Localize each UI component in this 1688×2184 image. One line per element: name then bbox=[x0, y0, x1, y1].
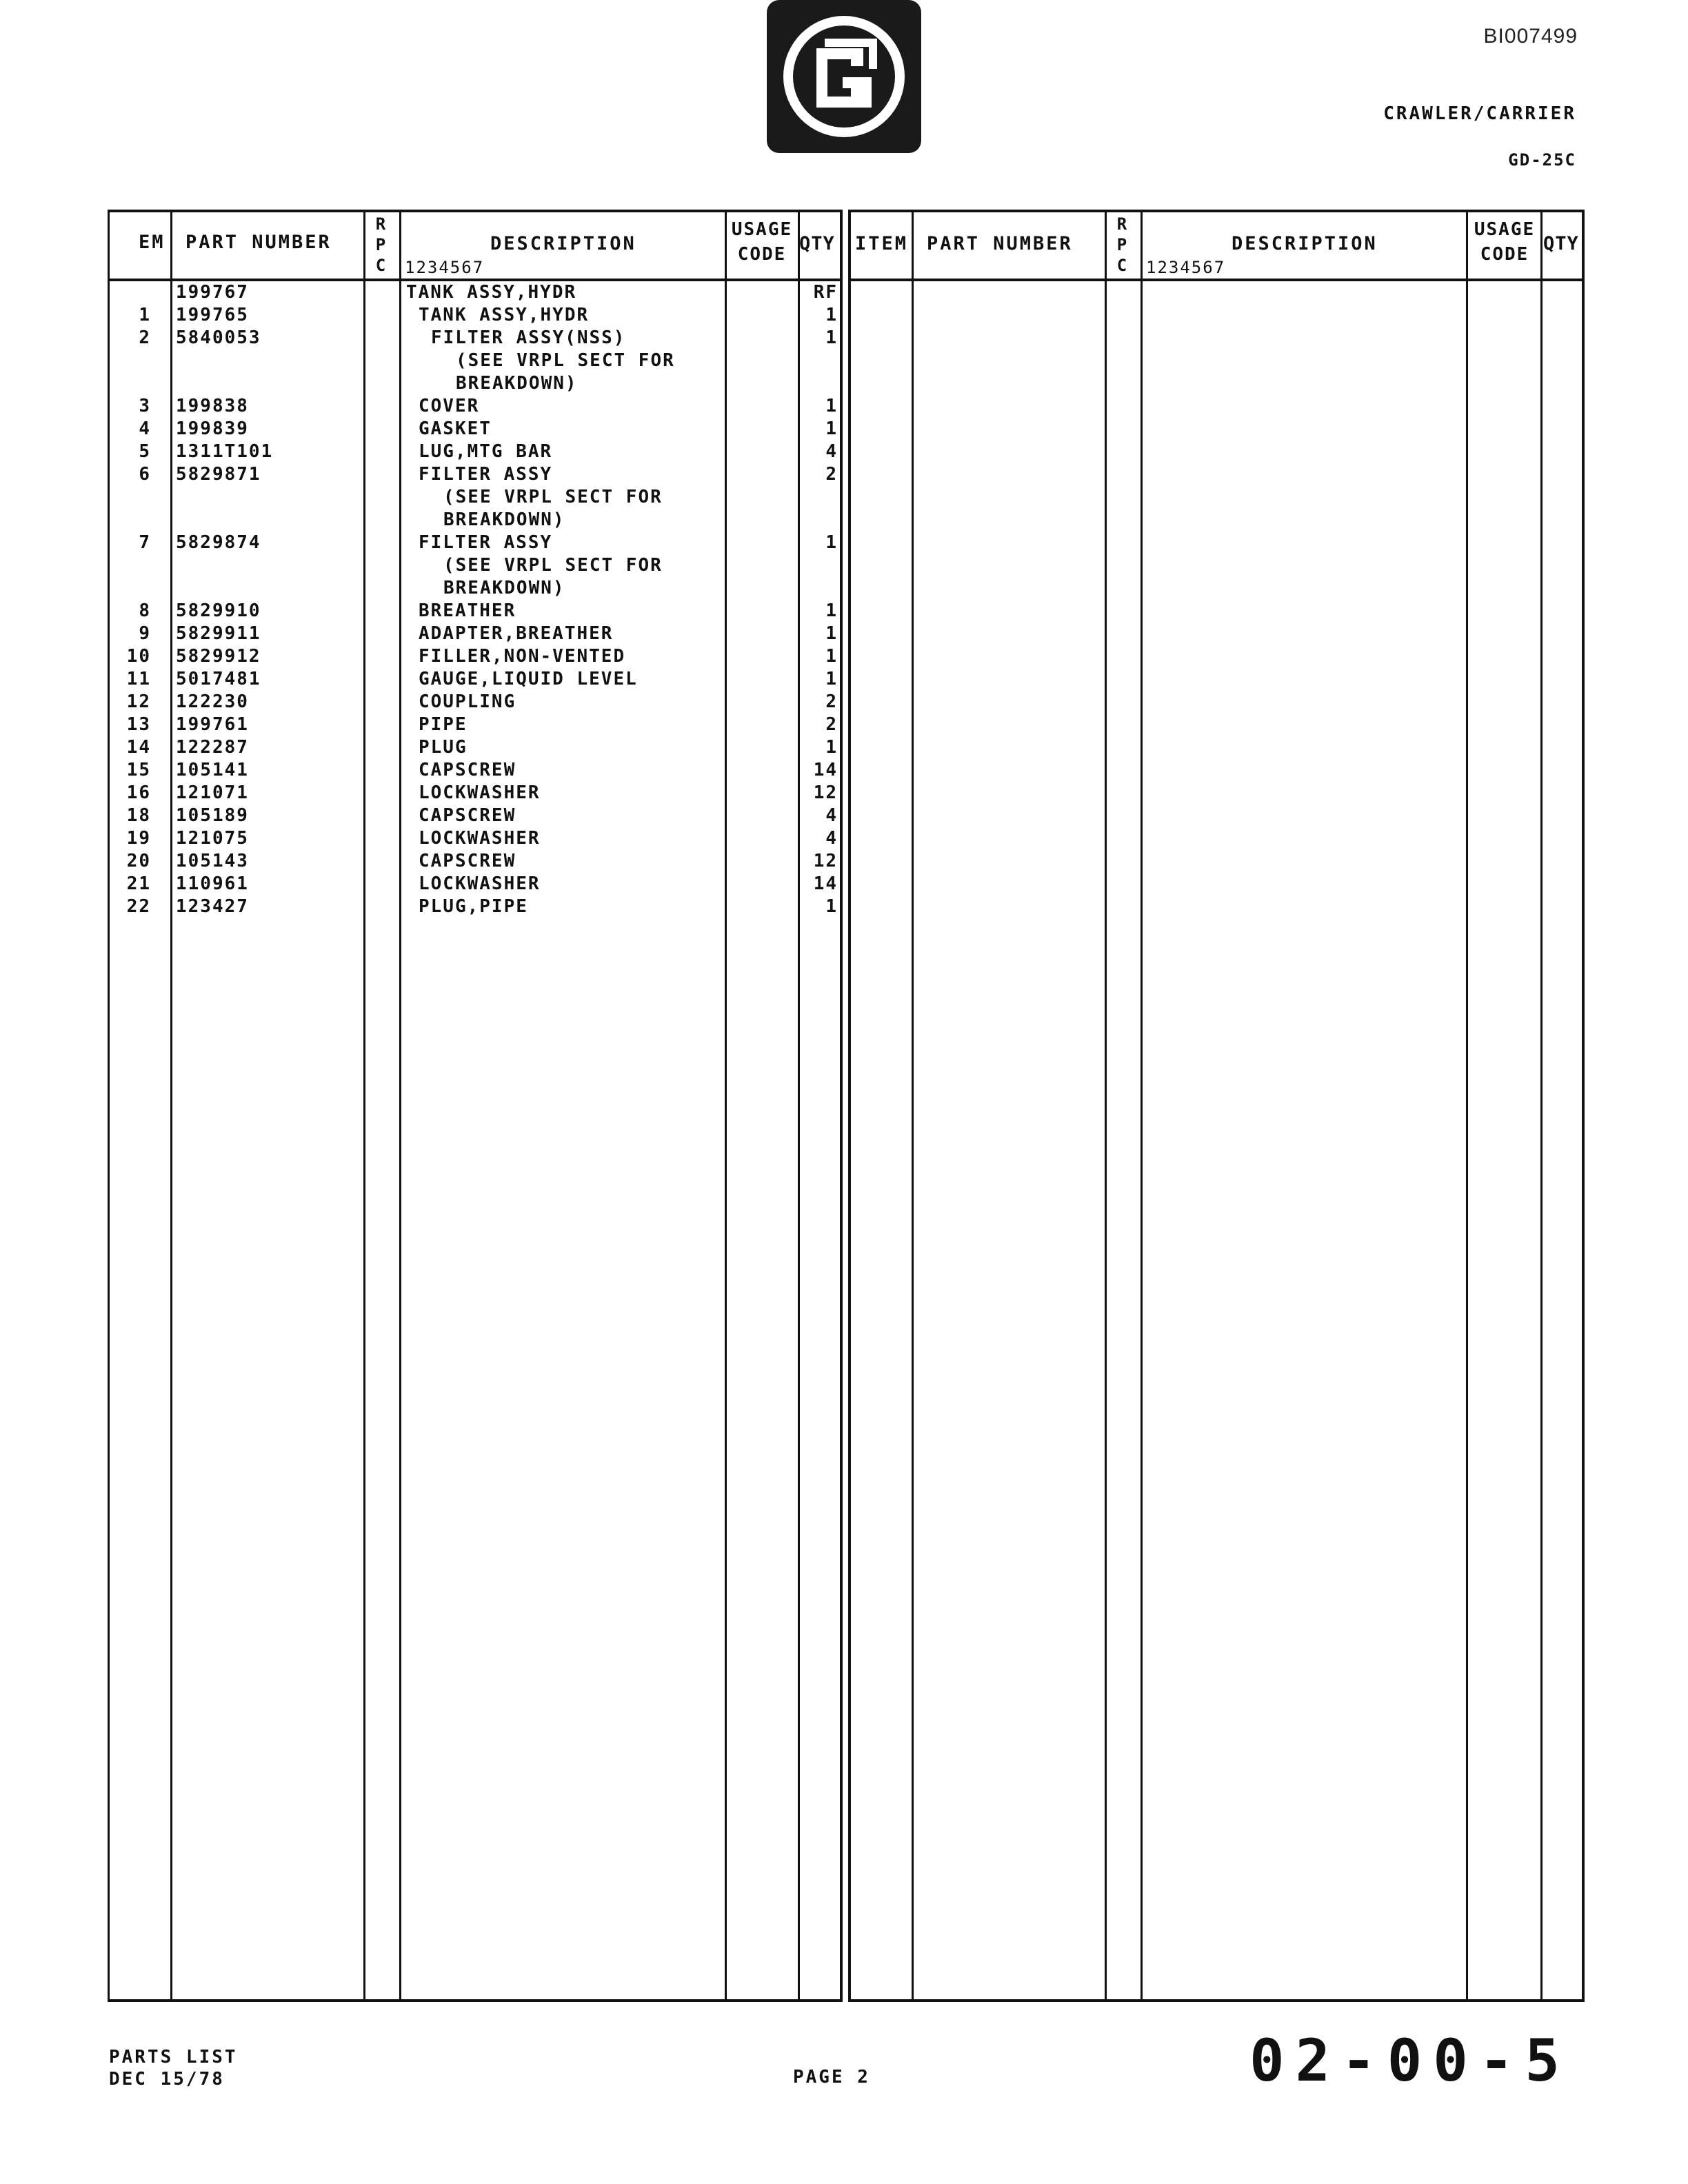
quantity: RF bbox=[813, 282, 838, 303]
rpc-p-right: P bbox=[1116, 235, 1127, 254]
table-row bbox=[110, 532, 840, 554]
part-number: 5840053 bbox=[176, 327, 261, 348]
part-description: (SEE VRPL SECT FOR bbox=[443, 487, 663, 507]
part-description: CAPSCREW bbox=[419, 851, 516, 871]
part-number: 105141 bbox=[176, 760, 249, 780]
table-row bbox=[110, 418, 840, 441]
part-number: 199761 bbox=[176, 714, 249, 735]
part-number: 121071 bbox=[176, 782, 249, 803]
doc-date: DEC 15/78 bbox=[109, 2069, 225, 2090]
part-description: FILTER ASSY(NSS) bbox=[431, 327, 626, 348]
part-number: 122287 bbox=[176, 737, 249, 758]
table-row bbox=[110, 668, 840, 691]
item-number: 2 bbox=[139, 327, 151, 348]
table-row bbox=[110, 714, 840, 736]
quantity: 1 bbox=[825, 623, 838, 644]
item-number: 7 bbox=[139, 532, 151, 553]
indent-scale: 1234567 bbox=[405, 258, 485, 277]
table-row bbox=[110, 600, 840, 623]
table-row bbox=[110, 509, 840, 532]
part-number: 122230 bbox=[176, 691, 249, 712]
quantity: 1 bbox=[825, 532, 838, 553]
part-description: FILLER,NON-VENTED bbox=[419, 646, 626, 667]
quantity: 1 bbox=[825, 737, 838, 758]
part-description: LOCKWASHER bbox=[419, 782, 541, 803]
rpc-c: C bbox=[375, 256, 386, 275]
table-row bbox=[110, 645, 840, 668]
rpc-c-right: C bbox=[1116, 256, 1127, 275]
quantity: 2 bbox=[825, 464, 838, 485]
usage-label-right: USAGE bbox=[1474, 219, 1536, 240]
doc-type: PARTS LIST bbox=[109, 2047, 238, 2067]
part-description: FILTER ASSY bbox=[419, 464, 553, 485]
item-number: 9 bbox=[139, 623, 151, 644]
item-number: 10 bbox=[126, 646, 151, 667]
table-row bbox=[110, 850, 840, 873]
part-number: 5829911 bbox=[176, 623, 261, 644]
item-number: 5 bbox=[139, 441, 151, 462]
usage-code-column-header-right bbox=[1470, 219, 1539, 265]
part-description: COVER bbox=[419, 396, 480, 416]
part-number: 121075 bbox=[176, 828, 249, 849]
code-label-right: CODE bbox=[1480, 244, 1529, 265]
qty-column-header-right: QTY bbox=[1543, 233, 1579, 254]
code-label: CODE bbox=[737, 244, 787, 265]
part-number: 105143 bbox=[176, 851, 249, 871]
part-description: CAPSCREW bbox=[419, 760, 516, 780]
model-number: GD-25C bbox=[1508, 150, 1576, 170]
table-row bbox=[110, 759, 840, 782]
table-row bbox=[110, 827, 840, 850]
quantity: 4 bbox=[825, 828, 838, 849]
part-number-column-header: PART NUMBER bbox=[185, 232, 332, 253]
part-description: LUG,MTG BAR bbox=[419, 441, 553, 462]
document-id: BI007499 bbox=[1483, 25, 1578, 48]
item-column-header: EM bbox=[139, 232, 165, 253]
table-row bbox=[110, 896, 840, 918]
item-number: 3 bbox=[139, 396, 151, 416]
part-number: 5829874 bbox=[176, 532, 261, 553]
part-description: ADAPTER,BREATHER bbox=[419, 623, 614, 644]
part-number: 1311T101 bbox=[176, 441, 274, 462]
description-column-header: DESCRIPTION bbox=[490, 233, 636, 254]
part-number: 199838 bbox=[176, 396, 249, 416]
indent-scale-right: 1234567 bbox=[1146, 258, 1226, 277]
table-row bbox=[110, 486, 840, 509]
company-logo bbox=[767, 0, 921, 153]
quantity: 14 bbox=[813, 873, 838, 894]
part-number: 199839 bbox=[176, 418, 249, 439]
table-row bbox=[110, 304, 840, 327]
part-description: (SEE VRPL SECT FOR bbox=[443, 555, 663, 576]
part-description: LOCKWASHER bbox=[419, 828, 541, 849]
part-description: BREAKDOWN) bbox=[443, 509, 565, 530]
part-number: 5017481 bbox=[176, 669, 261, 689]
table-row bbox=[110, 554, 840, 577]
part-description: CAPSCREW bbox=[419, 805, 516, 826]
part-description: COUPLING bbox=[419, 691, 516, 712]
item-number: 6 bbox=[139, 464, 151, 485]
quantity: 1 bbox=[825, 418, 838, 439]
rpc-column-header-right bbox=[1113, 214, 1131, 276]
item-number: 20 bbox=[126, 851, 151, 871]
part-number: 110961 bbox=[176, 873, 249, 894]
part-description: PLUG bbox=[419, 737, 468, 758]
quantity: 4 bbox=[825, 805, 838, 826]
qty-column-header: QTY bbox=[799, 233, 835, 254]
table-row bbox=[110, 805, 840, 827]
item-number: 21 bbox=[126, 873, 151, 894]
item-number: 12 bbox=[126, 691, 151, 712]
part-description: TANK ASSY,HYDR bbox=[406, 282, 577, 303]
description-column-header-right: DESCRIPTION bbox=[1232, 233, 1378, 254]
item-number: 1 bbox=[139, 305, 151, 325]
table-row bbox=[110, 873, 840, 896]
item-number: 8 bbox=[139, 600, 151, 621]
part-number: 5829871 bbox=[176, 464, 261, 485]
table-row bbox=[110, 327, 840, 350]
table-row bbox=[110, 441, 840, 463]
usage-label: USAGE bbox=[731, 219, 793, 240]
page-number: PAGE 2 bbox=[793, 2067, 870, 2087]
usage-code-column-header bbox=[729, 219, 795, 265]
table-row bbox=[110, 577, 840, 600]
quantity: 1 bbox=[825, 327, 838, 348]
rpc-r-right: R bbox=[1116, 214, 1127, 234]
item-number: 19 bbox=[126, 828, 151, 849]
part-number: 199767 bbox=[176, 282, 249, 303]
table-row bbox=[110, 736, 840, 759]
part-number-column-header-right: PART NUMBER bbox=[927, 233, 1073, 254]
machine-type: CRAWLER/CARRIER bbox=[1383, 103, 1576, 124]
item-number: 11 bbox=[126, 669, 151, 689]
part-description: TANK ASSY,HYDR bbox=[419, 305, 590, 325]
item-number: 18 bbox=[126, 805, 151, 826]
item-number: 4 bbox=[139, 418, 151, 439]
part-description: (SEE VRPL SECT FOR bbox=[456, 350, 675, 371]
table-row bbox=[110, 782, 840, 805]
footer-doc-info bbox=[109, 2046, 238, 2090]
part-number: 199765 bbox=[176, 305, 249, 325]
table-row bbox=[110, 623, 840, 645]
table-row bbox=[110, 395, 840, 418]
rpc-r: R bbox=[375, 214, 386, 234]
table-row bbox=[110, 463, 840, 486]
quantity: 1 bbox=[825, 396, 838, 416]
quantity: 1 bbox=[825, 669, 838, 689]
part-description: FILTER ASSY bbox=[419, 532, 553, 553]
item-column-header-right: ITEM bbox=[855, 233, 909, 254]
item-number: 22 bbox=[126, 896, 151, 917]
quantity: 12 bbox=[813, 851, 838, 871]
rpc-column-header bbox=[372, 214, 390, 276]
part-number: 105189 bbox=[176, 805, 249, 826]
quantity: 1 bbox=[825, 600, 838, 621]
section-code: 02-00-5 bbox=[1249, 2027, 1571, 2094]
part-number: 5829910 bbox=[176, 600, 261, 621]
table-row bbox=[110, 372, 840, 395]
part-description: PIPE bbox=[419, 714, 468, 735]
quantity: 1 bbox=[825, 896, 838, 917]
quantity: 2 bbox=[825, 691, 838, 712]
rpc-p: P bbox=[375, 235, 386, 254]
quantity: 1 bbox=[825, 646, 838, 667]
quantity: 1 bbox=[825, 305, 838, 325]
part-number: 123427 bbox=[176, 896, 249, 917]
item-number: 14 bbox=[126, 737, 151, 758]
part-number: 5829912 bbox=[176, 646, 261, 667]
quantity: 4 bbox=[825, 441, 838, 462]
part-description: GASKET bbox=[419, 418, 492, 439]
quantity: 14 bbox=[813, 760, 838, 780]
table-row bbox=[110, 350, 840, 372]
part-description: PLUG,PIPE bbox=[419, 896, 528, 917]
table-row bbox=[110, 281, 840, 304]
part-description: GAUGE,LIQUID LEVEL bbox=[419, 669, 638, 689]
table-row bbox=[110, 691, 840, 714]
part-description: LOCKWASHER bbox=[419, 873, 541, 894]
parts-table-right bbox=[848, 210, 1585, 2002]
part-description: BREATHER bbox=[419, 600, 516, 621]
part-description: BREAKDOWN) bbox=[456, 373, 578, 394]
quantity: 12 bbox=[813, 782, 838, 803]
item-number: 13 bbox=[126, 714, 151, 735]
item-number: 15 bbox=[126, 760, 151, 780]
quantity: 2 bbox=[825, 714, 838, 735]
parts-table-left bbox=[108, 210, 843, 2002]
part-description: BREAKDOWN) bbox=[443, 578, 565, 598]
item-number: 16 bbox=[126, 782, 151, 803]
